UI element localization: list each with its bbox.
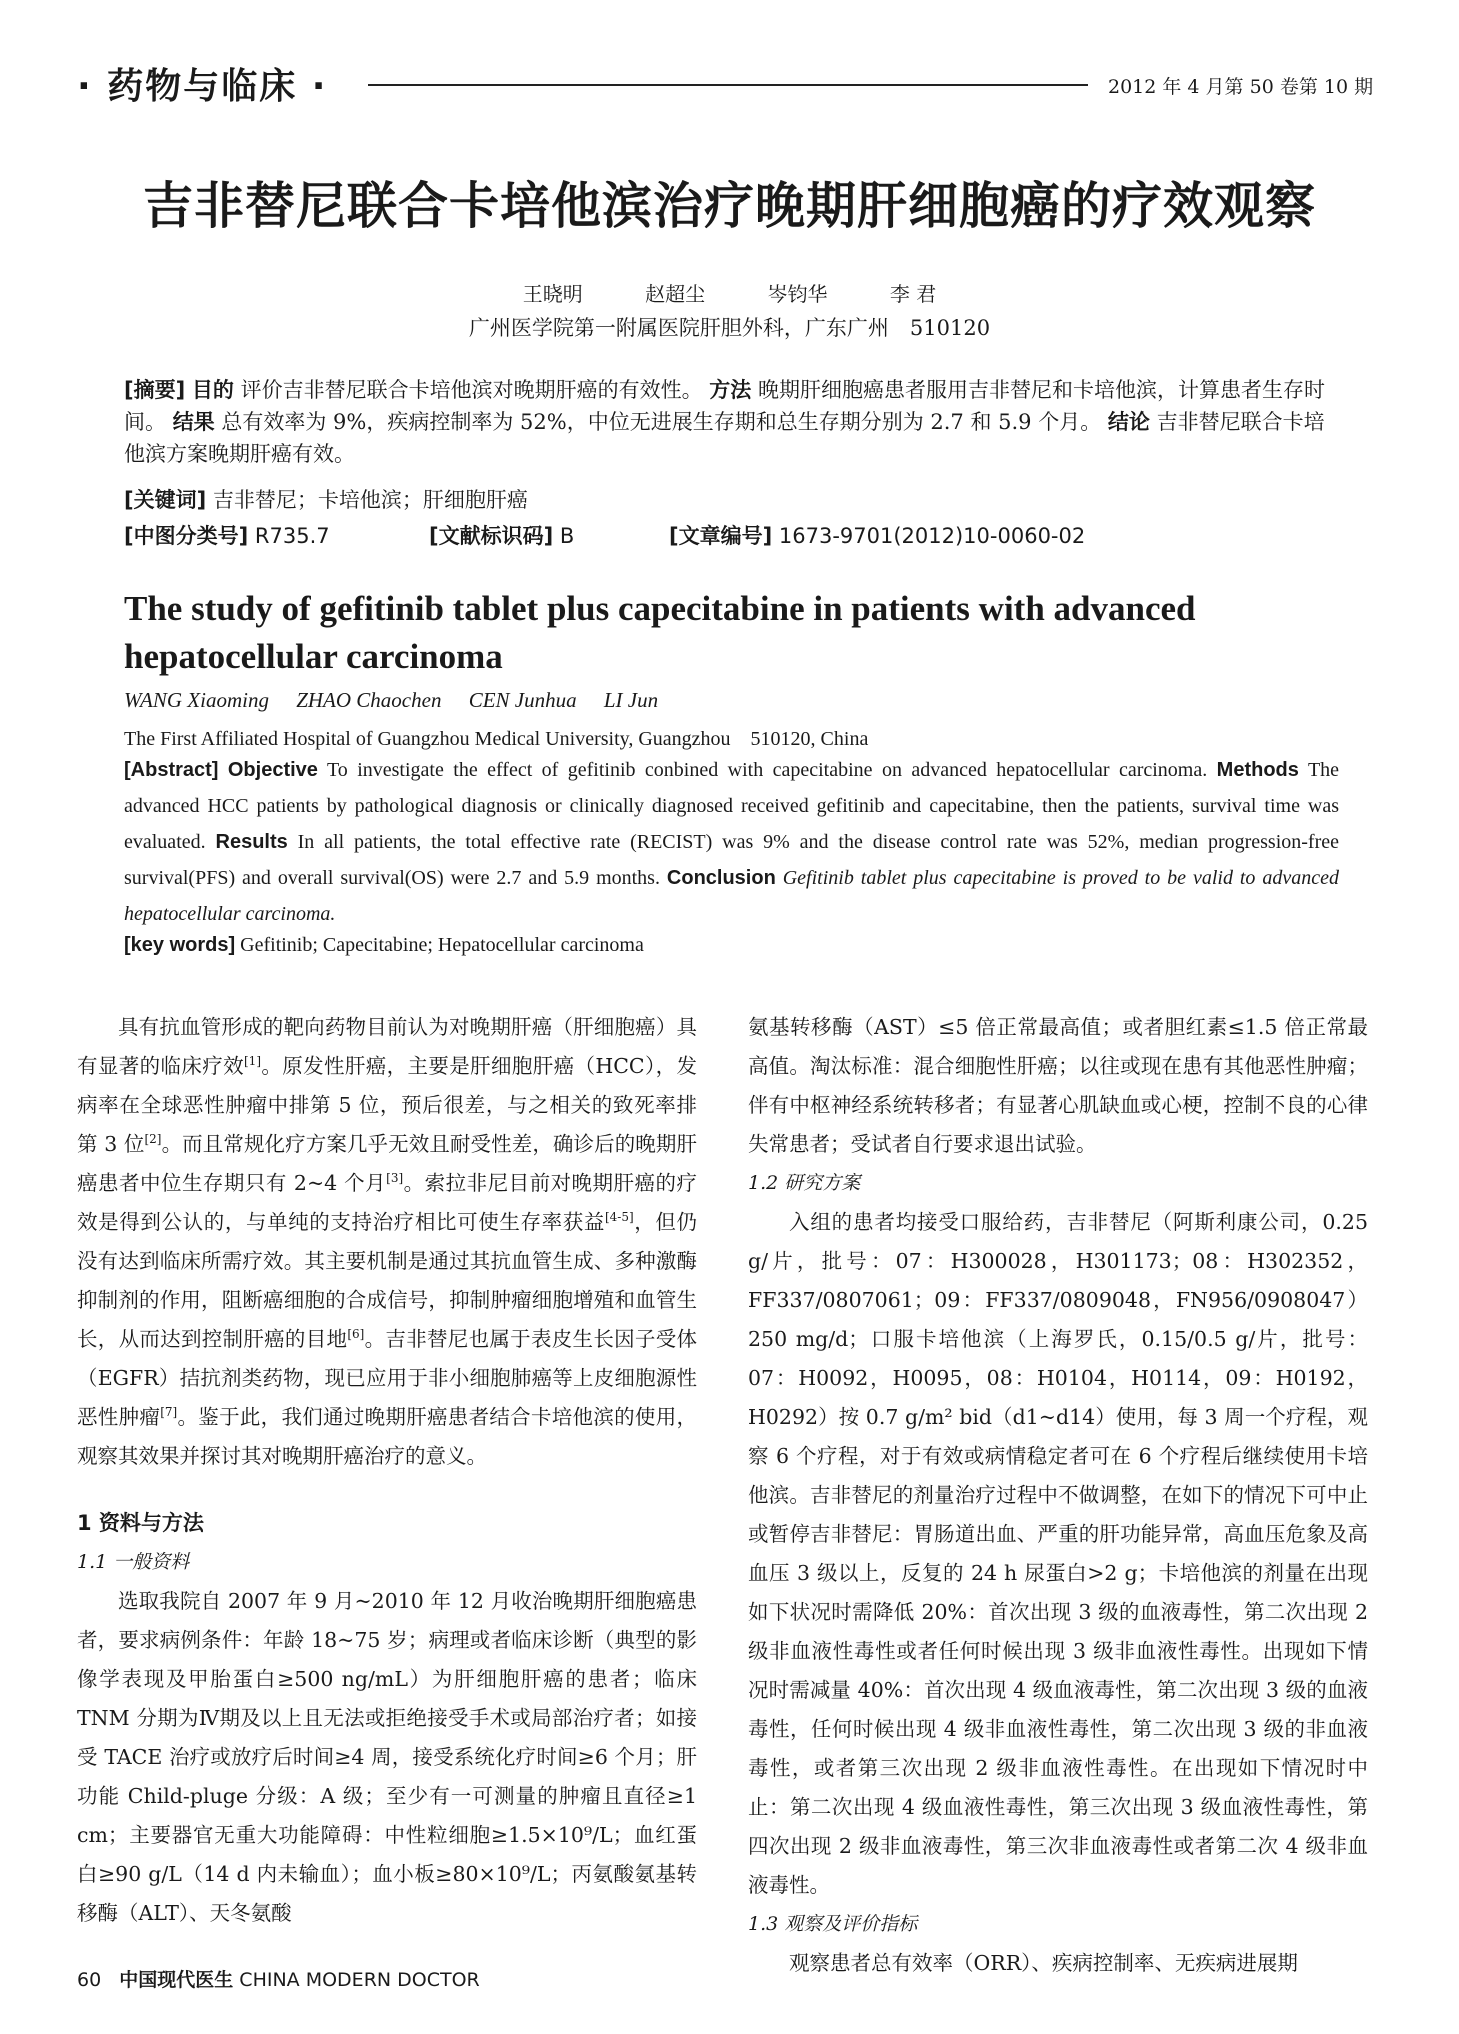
affiliation-en: The First Affiliated Hospital of Guangzhou Medical University, Guangzhou 510120, China [124,728,869,750]
keywords-en [124,934,644,957]
author-en: ZHAO Chaochen [296,688,442,712]
conclusion-label-cn: 结论 [1107,410,1150,434]
title-cn: 吉非替尼联合卡培他滨治疗晚期肝细胞癌的疗效观察 [143,176,1316,235]
subsection-heading: 1.3 观察及评价指标 [748,1913,918,1935]
citation: [2] [144,1132,162,1147]
citation: [6] [347,1327,365,1342]
issue-info: 2012 年 4 月第 50 卷第 10 期 [1108,76,1374,98]
author-en: WANG Xiaoming [124,688,269,712]
author-en: CEN Junhua [468,688,577,712]
title-en: The study of gefitinib tablet plus capecitabine in patients with advanced hepatocellular carcinoma [124,589,1196,676]
keywords-cn-text: 吉非替尼；卡培他滨；肝细胞肝癌 [212,488,528,512]
authors-en [124,688,680,713]
body-paragraph: 入组的患者均接受口服给药，吉非替尼（阿斯利康公司，0.25 g/片，批号：07：H300028，H301173；08：H302352，FF337/0807061；09：FF337/0809048，FN956/0908047）250 mg/d；口服卡培他滨（上海罗氏，0.15/0.5 g/片，批号：07：H0092，H0095，08：H0104，H0114，09：H0192，H0292）按 0.7 g/m² bid（d1~d14）使用，每 3 周一个疗程，观察 6 个疗程，对于有效或病情稳定者可在 6 个疗程后继续使用卡培他滨。吉非替尼的剂量治疗过程中不做调整，在如下的情况下可中止或暂停吉非替尼：胃肠道出血、严重的肝功能异常，高血压危象及高血压 3 级以上，反复的 24 h 尿蛋白>2 g；卡培他滨的剂量在出现如下状况时需降低 20%：首次出现 3 级的血液毒性，第二次出现 2 级非血液性毒性或者任何时候出现 3 级非血液性毒性。出现如下情况时需减量 40%：首次出现 4 级血液毒性，第二次出现 3 级的血液毒性，任何时候出现 4 级非血液性毒性，第二次出现 3 级的非血液毒性，或者第三次出现 2 级非血液性毒性。在出现如下情况时中止：第二次出现 4 级血液性毒性，第三次出现 3 级血液性毒性，第四次出现 2 级非血液毒性，第三次非血液毒性或者第二次 4 级非血液毒性。 [748,1210,1368,1897]
results-cn: 总有效率为 9%，疾病控制率为 52%，中位无进展生存期和总生存期分别为 2.7 和 5.9 个月。 [221,410,1102,434]
conclusion-cn: 吉非替尼联合卡培他滨方案晚期肝癌有效。 [124,410,1325,466]
methods-label-en: Methods [1216,759,1299,781]
header-rule [368,84,1088,86]
author-cn: 岑钧华 [767,282,828,306]
subsection-heading: 1.2 研究方案 [748,1172,861,1194]
citation: [7] [160,1405,178,1420]
article-no-label: [文章编号] [669,524,773,548]
body-paragraph: 选取我院自 2007 年 9 月~2010 年 12 月收治晚期肝细胞癌患者，要求病例条件：年龄 18~75 岁；病理或者临床诊断（典型的影像学表现及甲胎蛋白≥500 ng/mL）为肝细胞肝癌的患者；临床 TNM 分期为Ⅳ期及以上且无法或拒绝接受手术或局部治疗者；如接受 TACE 治疗或放疗后时间≥4 周，接受系统化疗时间≥6 个月；肝功能 Child-pluge 分级：A 级；至少有一可测量的肿瘤且直径≥1 cm；主要器官无重大功能障碍：中性粒细胞≥1.5×10⁹/L；血红蛋白≥90 g/L（14 d 内未输血）；血小板≥80×10⁹/L；丙氨酸氨基转移酶（ALT）、天冬氨酸 [77,1589,697,1925]
keywords-cn-label: [关键词] [124,488,207,512]
classification-line [124,520,1334,552]
results-en: In all patients, the total effective rate (RECIST) was 9% and the disease control rate was 52%, median progression-free survival(PFS) and overall survival(OS) were 2.7 and 5.9 months. [124,831,1340,889]
body-paragraph: 观察患者总有效率（ORR）、疾病控制率、无疾病进展期 [789,1951,1298,1975]
results-label-en: Results [215,831,288,853]
authors-cn [0,278,1459,307]
methods-label-cn: 方法 [709,378,752,402]
clc-code: R735.7 [254,524,330,548]
section-label: · 药物与临床 · [77,66,328,107]
keywords-en-label: [key words] [124,934,236,956]
keywords-en-text: Gefitinib; Capecitabine; Hepatocellular carcinoma [240,934,644,956]
conclusion-label-en: Conclusion [666,867,776,889]
methods-en: The advanced HCC patients by pathological diagnosis or clinically diagnosed received gefitinib and capecitabine, then the patients, survival time was evaluated. [124,759,1340,853]
methods-cn: 晚期肝细胞癌患者服用吉非替尼和卡培他滨，计算患者生存时间。 [124,378,1325,434]
section-heading: 1 资料与方法 [77,1511,204,1535]
keywords-cn [124,484,1334,516]
clc-label: [中图分类号] [124,524,249,548]
objective-cn: 评价吉非替尼联合卡培他滨对晚期肝癌的有效性。 [240,378,703,402]
page-number: 60 [77,1969,102,1991]
affiliation-cn: 广州医学院第一附属医院肝胆外科，广东广州 510120 [468,316,991,340]
abstract-en [124,752,1339,932]
body-left-column [77,1008,697,1933]
abstract-cn-label: [摘要] [124,378,186,402]
article-no: 1673-9701(2012)10-0060-02 [778,524,1086,548]
objective-label-en: Objective [227,759,318,781]
journal-name-cn: 中国现代医生 [119,1969,234,1991]
doc-code: B [559,524,575,548]
results-label-cn: 结果 [172,410,215,434]
body-right-column [748,1008,1368,1983]
body-paragraph: 氨基转移酶（AST）≤5 倍正常最高值；或者胆红素≤1.5 倍正常最高值。淘汰标准：混合细胞性肝癌；以往或现在患有其他恶性肿瘤；伴有中枢神经系统转移者；有显著心肌缺血或心梗，控制不良的心律失常患者；受试者自行要求退出试验。 [748,1015,1368,1156]
subsection-heading: 1.1 一般资料 [77,1551,190,1573]
author-cn: 赵超尘 [645,282,706,306]
author-en: LI Jun [603,688,659,712]
objective-label-cn: 目的 [191,378,234,402]
intro-paragraph: 具有抗血管形成的靶向药物目前认为对晚期肝癌（肝细胞癌）具有显著的临床疗效[1]。原发性肝癌，主要是肝细胞肝癌（HCC），发病率在全球恶性肿瘤中排第 5 位，预后很差，与之相关的致死率排第 3 位[2]。而且常规化疗方案几乎无效且耐受性差，确诊后的晚期肝癌患者中位生存期只有 2~4 个月[3]。索拉非尼目前对晚期肝癌的疗效是得到公认的，与单纯的支持治疗相比可使生存率获益[4-5]，但仍没有达到临床所需疗效。其主要机制是通过其抗血管生成、多种激酶抑制剂的作用，阻断癌细胞的合成信号，抑制肿瘤细胞增殖和血管生长，从而达到控制肝癌的目地[6]。吉非替尼也属于表皮生长因子受体（EGFR）拮抗剂类药物，现已应用于非小细胞肺癌等上皮细胞源性恶性肿瘤[7]。鉴于此，我们通过晚期肝癌患者结合卡培他滨的使用，观察其效果并探讨其对晚期肝癌治疗的意义。 [77,1015,698,1468]
objective-en: To investigate the effect of gefitinib conbined with capecitabine on advanced hepatocellular carcinoma. [326,759,1208,781]
abstract-cn [124,374,1334,470]
journal-name-en: CHINA MODERN DOCTOR [239,1969,480,1991]
conclusion-en: Gefitinib tablet plus capecitabine is proved to be valid to advanced hepatocellular carcinoma. [124,867,1340,925]
citation: [3] [386,1171,404,1186]
citation: [4-5] [604,1210,634,1225]
page-footer [77,1965,492,1992]
citation: [1] [244,1054,261,1069]
author-cn: 李 君 [889,282,937,306]
author-cn: 王晓明 [522,282,583,306]
doc-code-label: [文献标识码] [429,524,554,548]
abstract-en-label: [Abstract] [124,759,219,781]
